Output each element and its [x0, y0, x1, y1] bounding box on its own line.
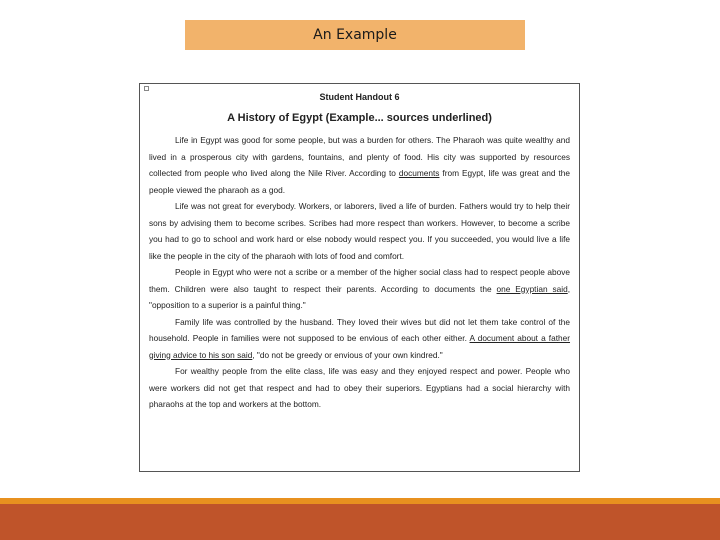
paragraph-5-text: For wealthy people from the elite class, life was easy and they enjoyed respect and power. People who were workers did not get that respect and had to obey their superiors. Egyptians had a social hierarchy with pharaohs at the top and workers at the bottom.: [149, 366, 570, 409]
paragraph-4-text: Family life was controlled by the husband. They loved their wives but did not let them take control of the household. People in families were not supposed to be envious of each other either.: [149, 316, 570, 343]
paragraph-1: [149, 132, 570, 198]
source-underlined-1: documents: [398, 168, 440, 178]
source-underlined-2: one Egyptian said: [496, 283, 568, 294]
paragraph-3-text: People in Egypt who were not a scribe or a member of the higher social class had to respect people above them. Children were also taught to respect their parents. According to documents the: [149, 267, 570, 294]
paragraph-1-text-end: from Egypt, life was great and the people viewed the pharaoh as a god.: [149, 168, 570, 195]
paragraph-4-text-end: , "do not be greedy or envious of your own kindred.": [252, 349, 443, 360]
corner-marker: [144, 86, 149, 91]
handout-label: Student Handout 6: [319, 92, 400, 102]
paragraph-3-text-end: , "opposition to a superior is a painful thing.": [149, 283, 571, 310]
document-heading: A History of Egypt (Example... sources underlined): [227, 112, 492, 124]
paragraph-2: [149, 198, 570, 264]
footer-band: [0, 504, 720, 540]
handout-document: [139, 83, 580, 472]
slide-title: An Example: [185, 20, 525, 50]
paragraph-3: [149, 264, 570, 314]
paragraph-5: [149, 363, 570, 413]
paragraph-1-text: Life in Egypt was good for some people, but was a burden for others. The Pharaoh was quite wealthy and lived in a prosperous city with gardens, fountains, and plenty of food. His city was supported by resources collected from people who lived along the Nile River. According to: [149, 135, 570, 178]
paragraph-2-text: Life was not great for everybody. Workers, or laborers, lived a life of burden. Fathers would try to help their sons by advising them to become scribes. Scribes had more respect than workers. However, to become a scribe you had to go to school and work hard or else nobody would respect you. If you succeeded, you would live a life like the people in the city of the pharaoh with lots of food and comfort.: [149, 201, 570, 261]
paragraph-4: [149, 314, 570, 364]
source-underlined-3: A document about a father giving advice to his son said: [149, 333, 571, 360]
